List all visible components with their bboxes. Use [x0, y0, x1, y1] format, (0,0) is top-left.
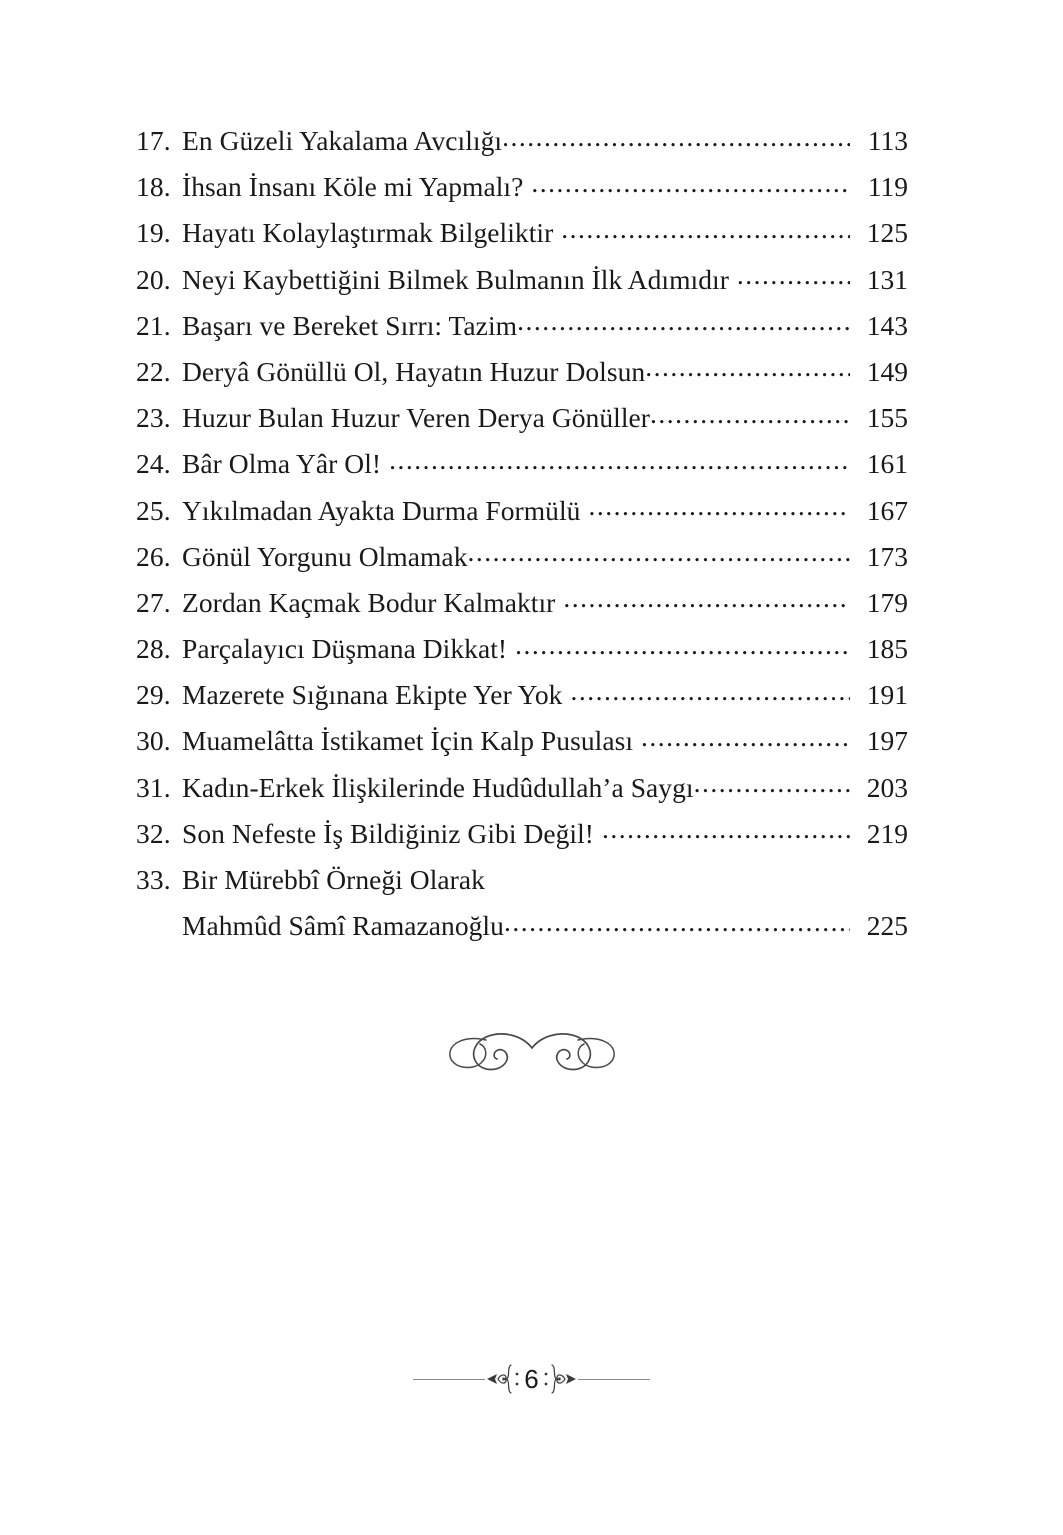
toc-leader-dots — [468, 538, 851, 566]
toc-line — [136, 395, 908, 441]
toc-entry-title: Gönül Yorgunu Olmamak — [182, 540, 468, 572]
toc-entry-title: En Güzeli Yakalama Avcılığı — [182, 125, 503, 156]
toc-line — [136, 164, 908, 210]
toc-entry-page-number: 119 — [867, 171, 908, 203]
toc-line — [136, 672, 908, 718]
toc-entry-number: 31. — [136, 771, 171, 803]
toc-entry-page-number: 191 — [866, 679, 908, 711]
toc-entry[interactable] — [136, 257, 908, 303]
toc-entry-title-line2: Mahmûd Sâmî Ramazanoğlu — [182, 910, 504, 942]
toc-entry-number: 26. — [136, 540, 171, 572]
toc-entry[interactable] — [136, 349, 908, 395]
toc-entry-page-number: 125 — [866, 217, 908, 249]
toc-entry-number: 28. — [136, 633, 171, 665]
toc-entry[interactable] — [136, 857, 908, 949]
toc-leader-dots — [650, 400, 850, 428]
toc-entry[interactable] — [136, 765, 908, 811]
toc-leader-dots — [561, 215, 850, 243]
toc-line — [136, 303, 908, 349]
toc-leader-dots — [504, 908, 850, 936]
toc-entry-page-number: 203 — [866, 771, 908, 803]
toc-entry-page-number: 161 — [866, 448, 908, 480]
toc-entry-number: 20. — [136, 263, 171, 295]
toc-line — [136, 765, 908, 811]
toc-entry-title: Mazerete Sığınana Ekipte Yer Yok — [182, 679, 563, 711]
toc-line — [136, 718, 908, 764]
toc-leader-dots — [389, 446, 850, 474]
toc-entry[interactable] — [136, 580, 908, 626]
toc-leader-dots — [645, 353, 850, 381]
toc-leader-dots — [737, 261, 850, 289]
toc-entry-title: Huzur Bulan Huzur Veren Derya Gönüller — [182, 402, 650, 434]
toc-line — [136, 349, 908, 395]
toc-line — [136, 626, 908, 672]
toc-line — [136, 857, 908, 903]
toc-entry[interactable] — [136, 534, 908, 580]
toc-entry[interactable] — [136, 626, 908, 672]
toc-entry[interactable] — [136, 118, 908, 164]
toc-entry-page-number: 167 — [866, 494, 908, 526]
toc-entry[interactable] — [136, 303, 908, 349]
toc-line — [136, 118, 908, 164]
toc-entry-page-number: 197 — [866, 725, 908, 757]
toc-line — [136, 811, 908, 857]
toc-entry-number: 18. — [136, 171, 171, 203]
toc-entry-title: Muamelâtta İstikamet İçin Kalp Pusulası — [182, 725, 634, 757]
toc-entry-page-number: 173 — [866, 540, 908, 572]
toc-line — [136, 257, 908, 303]
toc-entry[interactable] — [136, 672, 908, 718]
toc-leader-dots — [515, 631, 850, 659]
toc-entry-number: 33. — [136, 864, 171, 895]
toc-entry[interactable] — [136, 210, 908, 256]
toc-leader-dots — [517, 307, 850, 335]
toc-leader-dots — [602, 815, 850, 843]
toc-entry[interactable] — [136, 395, 908, 441]
toc-entry-title: Son Nefeste İş Bildiğiniz Gibi Değil! — [182, 817, 594, 849]
toc-entry-number: 17. — [136, 125, 171, 156]
toc-entry-number: 23. — [136, 402, 171, 434]
toc-entry[interactable] — [136, 718, 908, 764]
toc-entry-title: Kadın-Erkek İlişkilerinde Hudûdullah’a Saygı — [182, 771, 694, 803]
table-of-contents — [136, 118, 908, 949]
toc-entry-title: Neyi Kaybettiğini Bilmek Bulmanın İlk Adımıdır — [182, 263, 729, 295]
toc-leader-dots — [502, 123, 850, 151]
toc-entry-page-number: 219 — [866, 817, 908, 849]
toc-line — [136, 488, 908, 534]
toc-leader-dots — [570, 677, 850, 705]
footer-bracket-flourish-left-icon — [485, 1362, 521, 1396]
toc-entry-page-number: 131 — [866, 263, 908, 295]
toc-entry-number: 24. — [136, 448, 171, 480]
toc-entry-number: 19. — [136, 217, 171, 249]
toc-leader-dots — [485, 862, 850, 890]
footer-bracket-flourish-right-icon — [542, 1362, 578, 1396]
toc-line-continuation — [136, 903, 908, 949]
toc-entry-page-number: 179 — [866, 586, 908, 618]
toc-entry-title: Bir Mürebbî Örneği Olarak — [182, 864, 485, 895]
toc-entry-page-number: 149 — [866, 355, 908, 387]
toc-entry-title: Deryâ Gönüllü Ol, Hayatın Huzur Dolsun — [182, 355, 646, 387]
footer-rule-left — [413, 1379, 485, 1380]
toc-leader-dots — [563, 584, 850, 612]
toc-entry[interactable] — [136, 441, 908, 487]
toc-entry-number: 22. — [136, 355, 171, 387]
toc-entry-page-number: 185 — [866, 633, 908, 665]
toc-line — [136, 441, 908, 487]
toc-entry-number: 30. — [136, 725, 171, 757]
toc-entry-number: 27. — [136, 586, 171, 618]
toc-line — [136, 534, 908, 580]
toc-entry-title: Bâr Olma Yâr Ol! — [182, 448, 382, 480]
toc-entry-page-number: 155 — [866, 402, 908, 434]
toc-entry-page-number: 225 — [866, 910, 908, 942]
toc-entry-title: Parçalayıcı Düşmana Dikkat! — [182, 633, 508, 665]
toc-line — [136, 580, 908, 626]
toc-entry-title: Yıkılmadan Ayakta Durma Formülü — [182, 494, 581, 526]
toc-entry-number: 32. — [136, 817, 171, 849]
toc-entry-title: İhsan İnsanı Köle mi Yapmalı? — [182, 171, 524, 203]
toc-entry-number: 21. — [136, 309, 171, 341]
toc-leader-dots — [641, 723, 850, 751]
toc-leader-dots — [531, 169, 850, 197]
toc-entry-number: 25. — [136, 494, 171, 526]
decorative-swirl-flourish-icon — [442, 1022, 622, 1078]
toc-leader-dots — [588, 492, 850, 520]
toc-entry-title: Başarı ve Bereket Sırrı: Tazim — [182, 309, 518, 341]
section-ornament — [0, 1022, 1063, 1078]
toc-entry-page-number: 143 — [866, 309, 908, 341]
toc-entry[interactable] — [136, 488, 908, 534]
toc-entry-page-number: 113 — [867, 125, 908, 156]
toc-entry-title: Zordan Kaçmak Bodur Kalmaktır — [182, 586, 556, 618]
toc-line — [136, 210, 908, 256]
footer-rule-right — [578, 1379, 650, 1380]
footer-page-number: 6 — [524, 1364, 539, 1394]
page-footer — [0, 1362, 1063, 1396]
toc-entry[interactable] — [136, 811, 908, 857]
toc-entry-number: 29. — [136, 679, 171, 711]
toc-leader-dots — [694, 769, 850, 797]
toc-entry-title: Hayatı Kolaylaştırmak Bilgeliktir — [182, 217, 554, 249]
toc-entry[interactable] — [136, 164, 908, 210]
